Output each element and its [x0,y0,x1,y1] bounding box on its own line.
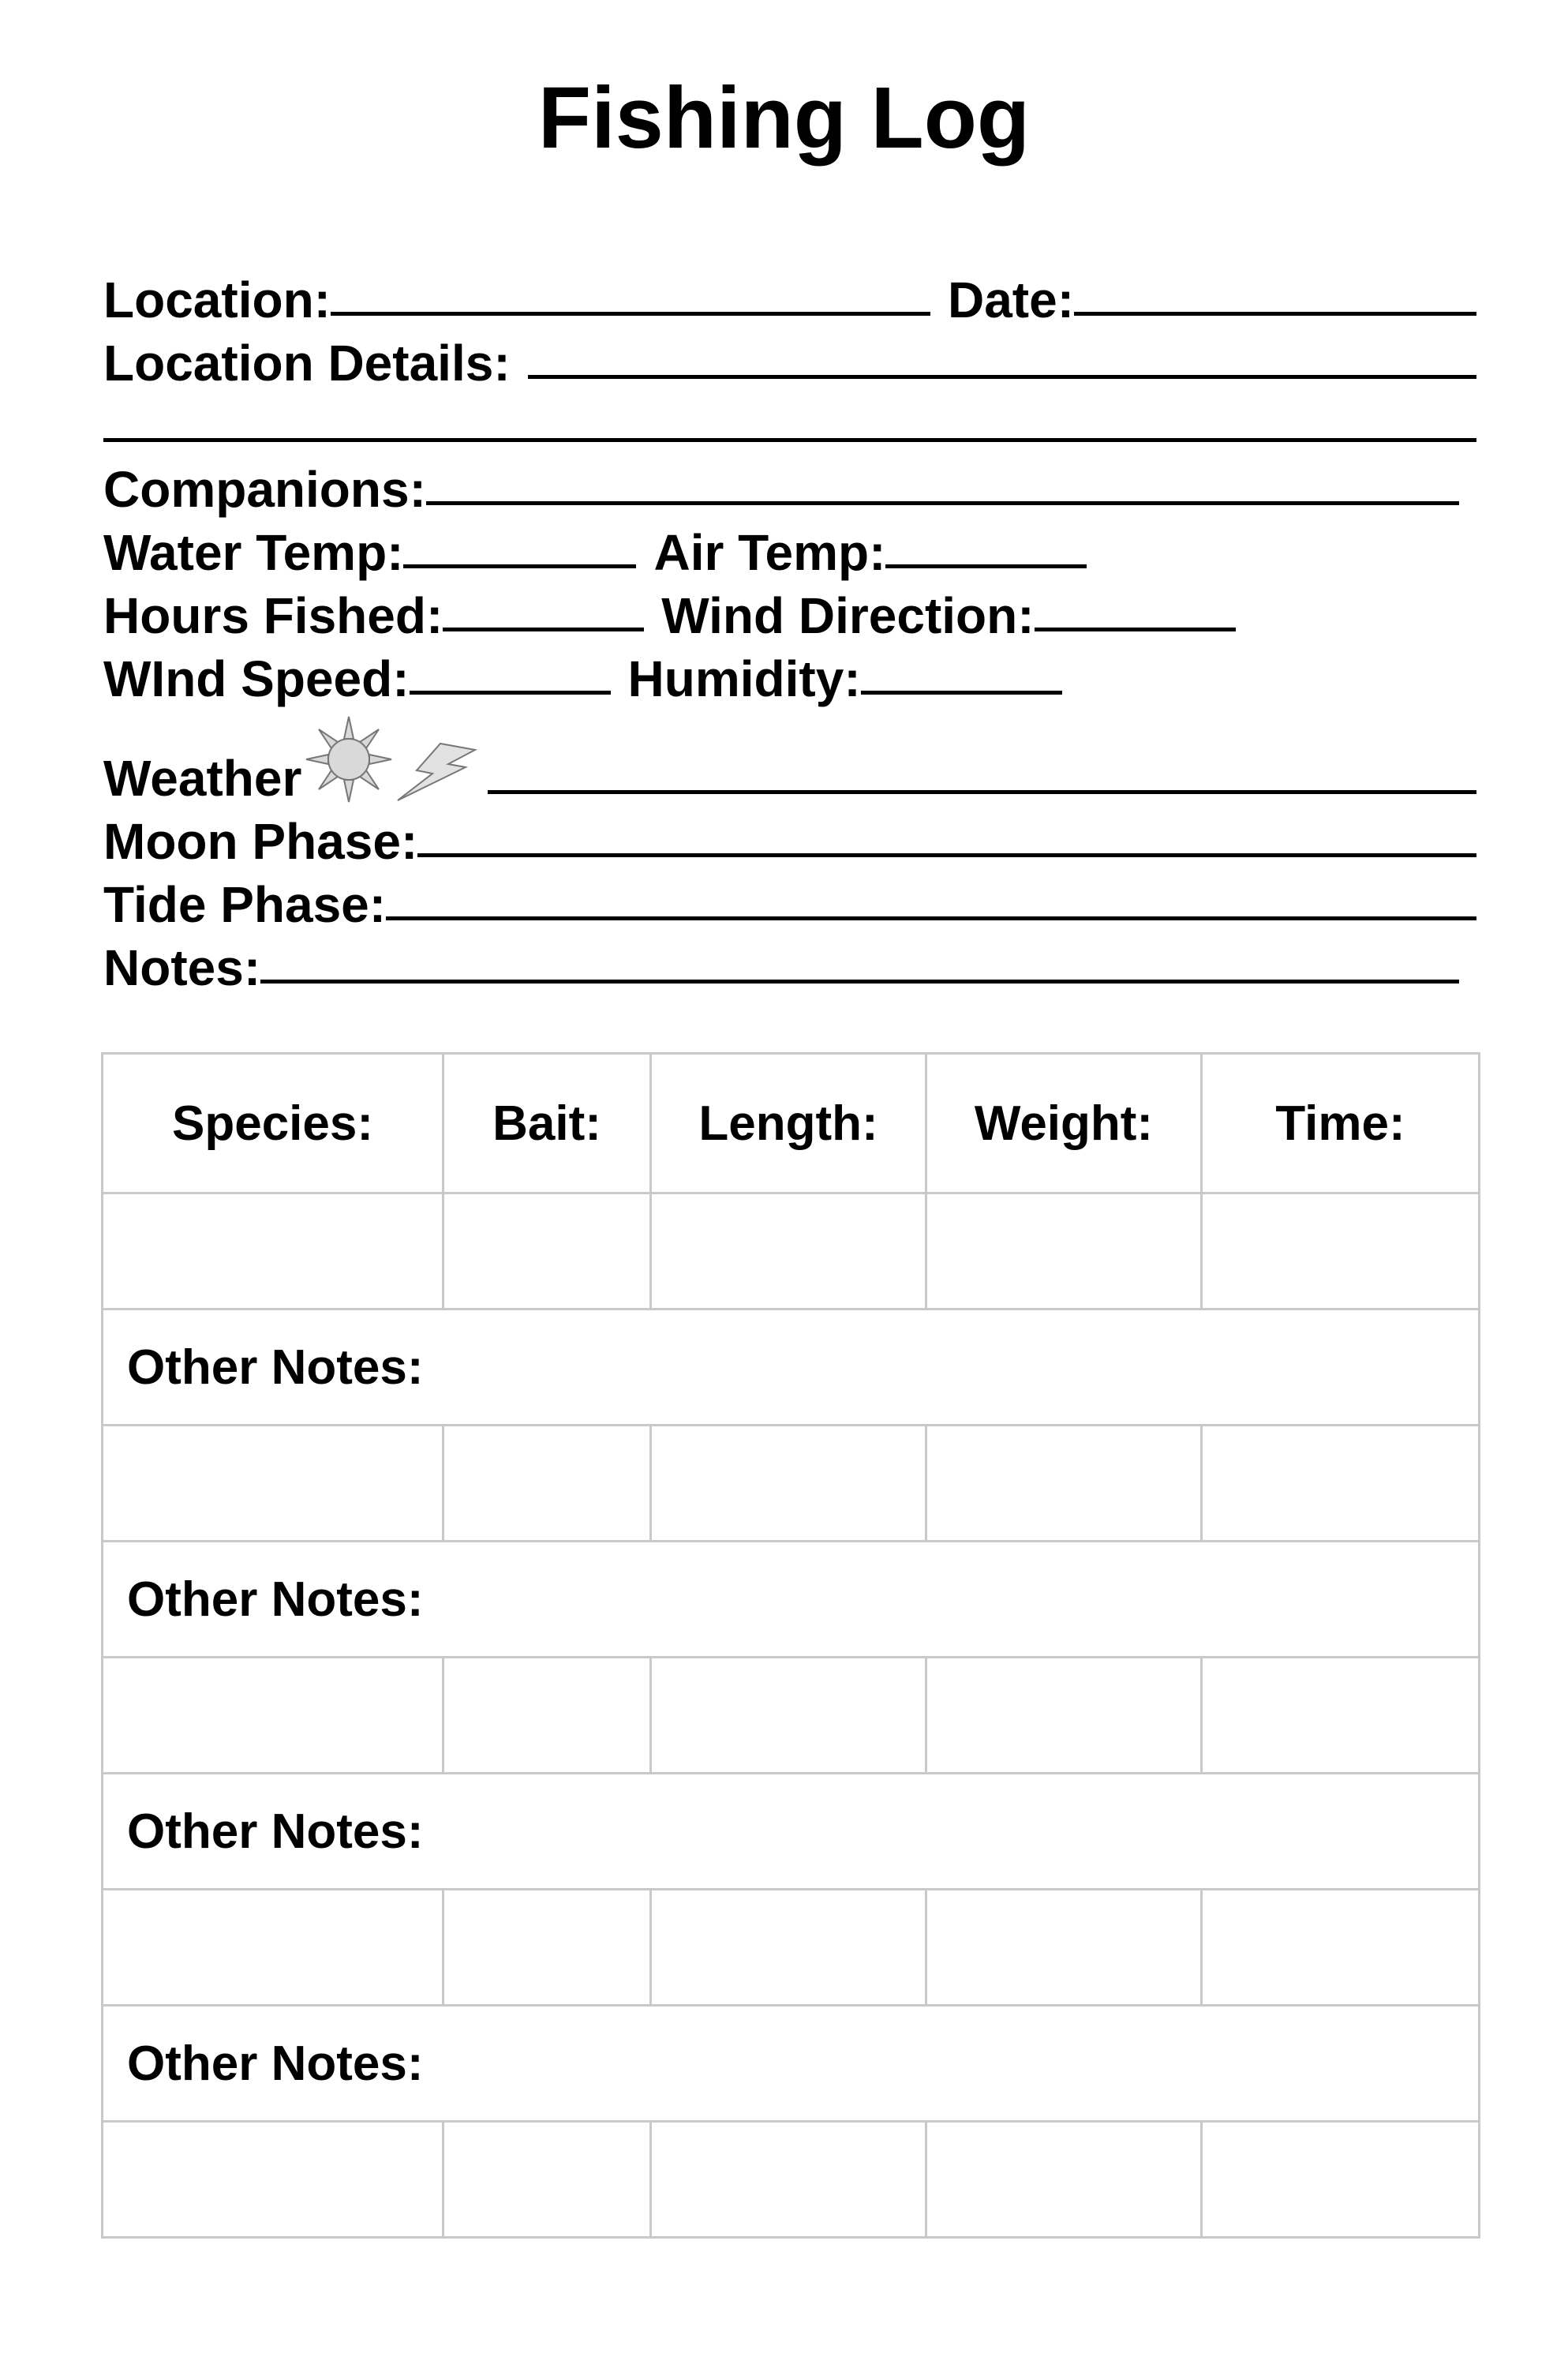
moon-phase-field[interactable] [417,852,1476,857]
bait-cell[interactable] [443,1658,651,1774]
weather-icons [305,715,480,804]
weight-cell[interactable] [926,1193,1202,1310]
table-header-row [103,1054,1480,1193]
weather-field[interactable] [488,789,1476,794]
other-notes-label[interactable]: Other Notes: [103,1774,1480,1890]
other-notes-label[interactable]: Other Notes: [103,1310,1480,1426]
humidity-label: Humidity: [627,650,861,707]
time-cell[interactable] [1202,1193,1480,1310]
table-row [103,1426,1480,1542]
hours-wind-row [103,578,1476,644]
catch-table [101,1052,1480,2239]
location-details-row [103,325,1476,392]
wind-direction-label: Wind Direction: [661,587,1035,644]
bait-cell[interactable] [443,1426,651,1542]
tide-phase-field[interactable] [386,916,1476,920]
bait-cell[interactable] [443,1890,651,2006]
notes-field[interactable] [260,979,1459,984]
date-field[interactable] [1074,311,1476,316]
hours-fished-field[interactable] [443,627,644,631]
air-temp-field[interactable] [885,564,1087,568]
species-cell[interactable] [103,1193,443,1310]
page-title: Fishing Log [537,69,1031,167]
length-cell[interactable] [651,2122,926,2238]
time-cell[interactable] [1202,1658,1480,1774]
other-notes-row [103,1774,1480,1890]
wind-speed-field[interactable] [410,690,611,695]
tide-phase-row [103,867,1476,933]
location-row [103,262,1476,328]
time-cell[interactable] [1202,1890,1480,2006]
log-form [103,262,1476,996]
other-notes-row [103,1542,1480,1658]
sun-icon [305,715,393,804]
table-row [103,1890,1480,2006]
location-details-continuation-row [103,388,1476,451]
moon-phase-row [103,804,1476,870]
length-header: Length: [651,1054,926,1193]
species-cell[interactable] [103,2122,443,2238]
wind-humidity-row [103,641,1476,707]
wind-direction-field[interactable] [1035,627,1236,631]
date-label: Date: [947,272,1074,328]
species-cell[interactable] [103,1890,443,2006]
species-cell[interactable] [103,1658,443,1774]
humidity-field[interactable] [861,690,1062,695]
length-cell[interactable] [651,1426,926,1542]
length-cell[interactable] [651,1658,926,1774]
table-row [103,1658,1480,1774]
notes-row [103,930,1476,996]
companions-label: Companions: [103,461,426,518]
location-details-field-line2[interactable] [103,437,1476,442]
weight-header: Weight: [926,1054,1202,1193]
other-notes-row [103,2006,1480,2122]
other-notes-label[interactable]: Other Notes: [103,1542,1480,1658]
location-field[interactable] [331,311,930,316]
bait-cell[interactable] [443,2122,651,2238]
other-notes-row [103,1310,1480,1426]
time-cell[interactable] [1202,2122,1480,2238]
water-temp-label: Water Temp: [103,524,404,581]
water-temp-field[interactable] [403,564,636,568]
weight-cell[interactable] [926,2122,1202,2238]
air-temp-label: Air Temp: [653,524,886,581]
notes-label: Notes: [103,939,261,996]
weather-label: Weather [103,750,302,807]
species-cell[interactable] [103,1426,443,1542]
wind-speed-label: WInd Speed: [103,650,410,707]
length-cell[interactable] [651,1193,926,1310]
hours-fished-label: Hours Fished: [103,587,443,644]
location-label: Location: [103,272,331,328]
bait-cell[interactable] [443,1193,651,1310]
weight-cell[interactable] [926,1658,1202,1774]
species-header: Species: [103,1054,443,1193]
time-cell[interactable] [1202,1426,1480,1542]
table-row [103,2122,1480,2238]
bait-header: Bait: [443,1054,651,1193]
moon-phase-label: Moon Phase: [103,813,418,870]
temp-row [103,515,1476,581]
lightning-icon [393,740,480,804]
companions-field[interactable] [426,500,1459,505]
tide-phase-label: Tide Phase: [103,876,387,933]
location-details-label: Location Details: [103,335,511,392]
time-header: Time: [1202,1054,1480,1193]
location-details-field[interactable] [528,374,1476,379]
companions-row [103,451,1476,518]
weight-cell[interactable] [926,1426,1202,1542]
weather-row [103,740,1476,807]
table-row [103,1193,1480,1310]
weight-cell[interactable] [926,1890,1202,2006]
length-cell[interactable] [651,1890,926,2006]
other-notes-label[interactable]: Other Notes: [103,2006,1480,2122]
